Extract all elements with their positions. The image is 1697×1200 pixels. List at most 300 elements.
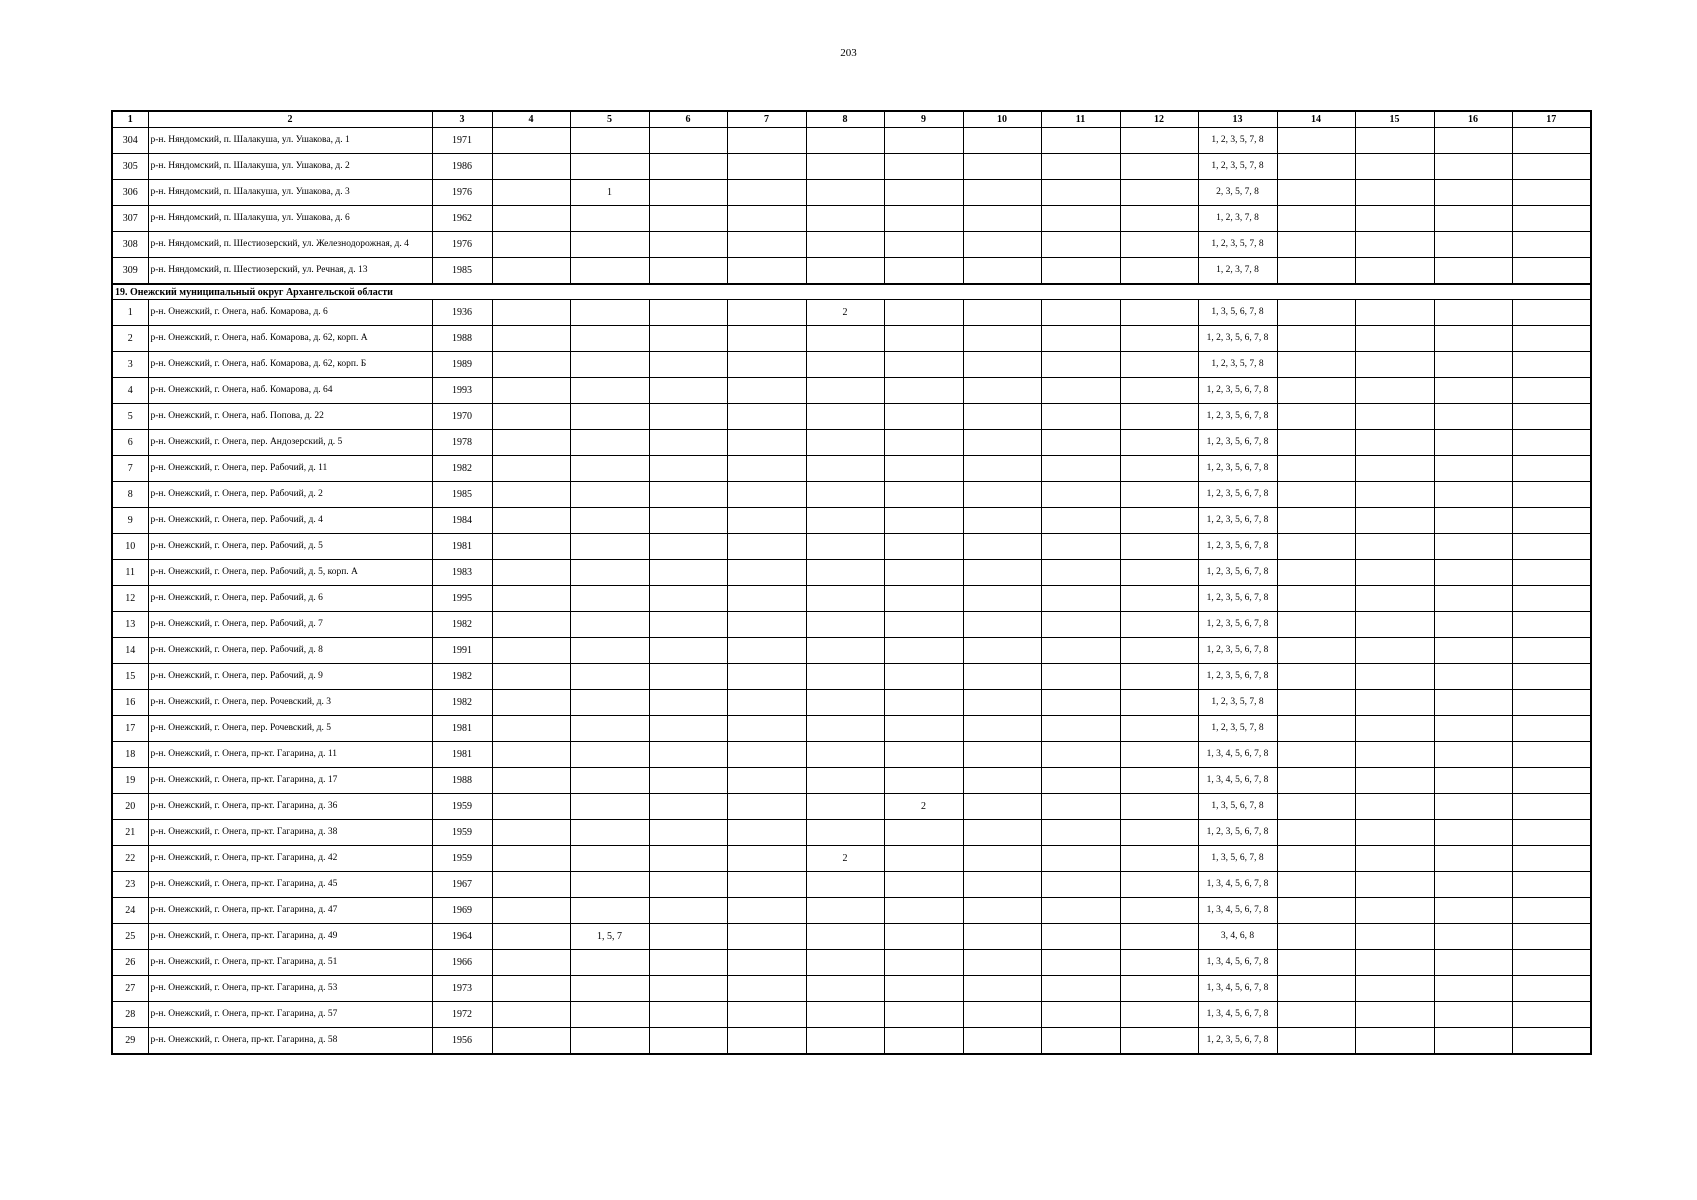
col-13-cell: 1, 2, 3, 5, 7, 8 <box>1198 690 1277 716</box>
year-cell: 1986 <box>432 154 492 180</box>
col-7-cell <box>727 326 806 352</box>
table-row <box>112 716 1591 742</box>
col-11-cell <box>1041 560 1120 586</box>
col-11-cell <box>1041 742 1120 768</box>
col-6-cell <box>649 404 727 430</box>
address-cell: р-н. Онежский, г. Онега, пр-кт. Гагарина, д. 38 <box>148 820 432 846</box>
col-15-cell <box>1355 508 1434 534</box>
col-17-cell <box>1512 232 1591 258</box>
col-6-cell <box>649 326 727 352</box>
col-9-cell <box>884 976 963 1002</box>
col-7-cell <box>727 742 806 768</box>
row-number: 4 <box>112 378 148 404</box>
year-cell: 1984 <box>432 508 492 534</box>
col-7-cell <box>727 1002 806 1028</box>
address-cell: р-н. Онежский, г. Онега, пр-кт. Гагарина, д. 42 <box>148 846 432 872</box>
row-number: 15 <box>112 664 148 690</box>
col-6-cell <box>649 154 727 180</box>
col-16-cell <box>1434 976 1512 1002</box>
col-17-cell <box>1512 378 1591 404</box>
column-header-6: 6 <box>649 111 727 128</box>
row-number: 308 <box>112 232 148 258</box>
year-cell: 1988 <box>432 768 492 794</box>
col-6-cell <box>649 690 727 716</box>
col-15-cell <box>1355 258 1434 285</box>
col-6-cell <box>649 1002 727 1028</box>
col-9-cell <box>884 180 963 206</box>
col-13-cell: 1, 2, 3, 5, 6, 7, 8 <box>1198 664 1277 690</box>
table-row <box>112 638 1591 664</box>
col-10-cell <box>963 820 1041 846</box>
col-16-cell <box>1434 560 1512 586</box>
col-15-cell <box>1355 976 1434 1002</box>
col-7-cell <box>727 768 806 794</box>
col-16-cell <box>1434 456 1512 482</box>
address-cell: р-н. Няндомский, п. Шалакуша, ул. Ушакова, д. 3 <box>148 180 432 206</box>
table-row <box>112 976 1591 1002</box>
col-10-cell <box>963 586 1041 612</box>
col-10-cell <box>963 560 1041 586</box>
col-16-cell <box>1434 352 1512 378</box>
col-10-cell <box>963 258 1041 285</box>
col-9-cell <box>884 586 963 612</box>
col-10-cell <box>963 154 1041 180</box>
col-11-cell <box>1041 664 1120 690</box>
row-number: 3 <box>112 352 148 378</box>
col-17-cell <box>1512 742 1591 768</box>
col-16-cell <box>1434 206 1512 232</box>
row-number: 304 <box>112 128 148 154</box>
col-5-cell <box>570 258 649 285</box>
col-15-cell <box>1355 612 1434 638</box>
col-7-cell <box>727 794 806 820</box>
col-12-cell <box>1120 976 1198 1002</box>
table-row <box>112 508 1591 534</box>
col-14-cell <box>1277 560 1355 586</box>
col-4-cell <box>492 612 570 638</box>
col-11-cell <box>1041 482 1120 508</box>
year-cell: 1959 <box>432 820 492 846</box>
col-11-cell <box>1041 820 1120 846</box>
col-15-cell <box>1355 1002 1434 1028</box>
table-row <box>112 352 1591 378</box>
table-row <box>112 206 1591 232</box>
col-5-cell <box>570 300 649 326</box>
year-cell: 1982 <box>432 456 492 482</box>
col-10-cell <box>963 976 1041 1002</box>
address-cell: р-н. Онежский, г. Онега, пер. Рабочий, д. 2 <box>148 482 432 508</box>
col-9-cell <box>884 508 963 534</box>
col-13-cell: 1, 2, 3, 7, 8 <box>1198 258 1277 285</box>
col-10-cell <box>963 950 1041 976</box>
table-row <box>112 326 1591 352</box>
col-12-cell <box>1120 924 1198 950</box>
col-9-cell <box>884 820 963 846</box>
col-5-cell <box>570 664 649 690</box>
col-13-cell: 1, 2, 3, 5, 6, 7, 8 <box>1198 534 1277 560</box>
year-cell: 1973 <box>432 976 492 1002</box>
col-7-cell <box>727 352 806 378</box>
col-10-cell <box>963 742 1041 768</box>
col-13-cell: 1, 3, 4, 5, 6, 7, 8 <box>1198 898 1277 924</box>
col-9-cell <box>884 768 963 794</box>
col-14-cell <box>1277 664 1355 690</box>
col-16-cell <box>1434 690 1512 716</box>
col-6-cell <box>649 872 727 898</box>
table-row <box>112 586 1591 612</box>
col-13-cell: 1, 2, 3, 5, 6, 7, 8 <box>1198 638 1277 664</box>
col-12-cell <box>1120 180 1198 206</box>
column-header-17: 17 <box>1512 111 1591 128</box>
table-row <box>112 232 1591 258</box>
col-9-cell <box>884 664 963 690</box>
col-10-cell <box>963 456 1041 482</box>
year-cell: 1970 <box>432 404 492 430</box>
year-cell: 1981 <box>432 716 492 742</box>
col-17-cell <box>1512 898 1591 924</box>
col-8-cell <box>806 872 884 898</box>
section-header-row <box>112 284 1591 300</box>
col-5-cell <box>570 206 649 232</box>
col-11-cell <box>1041 976 1120 1002</box>
col-16-cell <box>1434 794 1512 820</box>
col-7-cell <box>727 404 806 430</box>
col-13-cell: 1, 2, 3, 5, 7, 8 <box>1198 232 1277 258</box>
col-12-cell <box>1120 352 1198 378</box>
col-4-cell <box>492 232 570 258</box>
col-5-cell <box>570 976 649 1002</box>
year-cell: 1966 <box>432 950 492 976</box>
col-6-cell <box>649 612 727 638</box>
col-4-cell <box>492 820 570 846</box>
address-cell: р-н. Онежский, г. Онега, наб. Комарова, д. 6 <box>148 300 432 326</box>
col-17-cell <box>1512 300 1591 326</box>
col-17-cell <box>1512 794 1591 820</box>
col-12-cell <box>1120 664 1198 690</box>
col-12-cell <box>1120 846 1198 872</box>
col-8-cell <box>806 404 884 430</box>
col-9-cell: 2 <box>884 794 963 820</box>
col-10-cell <box>963 612 1041 638</box>
address-cell: р-н. Онежский, г. Онега, пер. Рабочий, д. 11 <box>148 456 432 482</box>
col-13-cell: 1, 2, 3, 5, 6, 7, 8 <box>1198 508 1277 534</box>
col-5-cell <box>570 716 649 742</box>
table-row <box>112 534 1591 560</box>
col-17-cell <box>1512 482 1591 508</box>
col-15-cell <box>1355 430 1434 456</box>
col-10-cell <box>963 534 1041 560</box>
col-4-cell <box>492 300 570 326</box>
col-6-cell <box>649 898 727 924</box>
col-9-cell <box>884 352 963 378</box>
col-5-cell <box>570 456 649 482</box>
table-row <box>112 258 1591 285</box>
col-4-cell <box>492 742 570 768</box>
col-15-cell <box>1355 768 1434 794</box>
col-14-cell <box>1277 872 1355 898</box>
col-16-cell <box>1434 534 1512 560</box>
col-17-cell <box>1512 950 1591 976</box>
row-number: 7 <box>112 456 148 482</box>
col-7-cell <box>727 232 806 258</box>
col-13-cell: 1, 2, 3, 5, 7, 8 <box>1198 716 1277 742</box>
col-4-cell <box>492 794 570 820</box>
col-12-cell <box>1120 716 1198 742</box>
row-number: 27 <box>112 976 148 1002</box>
row-number: 24 <box>112 898 148 924</box>
col-7-cell <box>727 586 806 612</box>
col-6-cell <box>649 794 727 820</box>
col-4-cell <box>492 258 570 285</box>
col-11-cell <box>1041 1002 1120 1028</box>
col-4-cell <box>492 534 570 560</box>
table-row <box>112 482 1591 508</box>
year-cell: 1982 <box>432 612 492 638</box>
col-6-cell <box>649 846 727 872</box>
address-cell: р-н. Онежский, г. Онега, пер. Андозерский, д. 5 <box>148 430 432 456</box>
year-cell: 1985 <box>432 258 492 285</box>
col-9-cell <box>884 128 963 154</box>
col-17-cell <box>1512 638 1591 664</box>
col-15-cell <box>1355 742 1434 768</box>
col-13-cell: 1, 2, 3, 5, 7, 8 <box>1198 352 1277 378</box>
col-12-cell <box>1120 154 1198 180</box>
table-row <box>112 820 1591 846</box>
col-14-cell <box>1277 326 1355 352</box>
col-6-cell <box>649 456 727 482</box>
col-9-cell <box>884 612 963 638</box>
address-cell: р-н. Онежский, г. Онега, пр-кт. Гагарина, д. 51 <box>148 950 432 976</box>
row-number: 16 <box>112 690 148 716</box>
row-number: 306 <box>112 180 148 206</box>
col-6-cell <box>649 232 727 258</box>
col-6-cell <box>649 820 727 846</box>
col-10-cell <box>963 128 1041 154</box>
year-cell: 1964 <box>432 924 492 950</box>
table-row <box>112 1028 1591 1055</box>
address-cell: р-н. Онежский, г. Онега, пер. Рабочий, д. 5 <box>148 534 432 560</box>
col-8-cell <box>806 560 884 586</box>
register-table <box>111 110 1592 1055</box>
col-15-cell <box>1355 924 1434 950</box>
col-16-cell <box>1434 378 1512 404</box>
table-row <box>112 456 1591 482</box>
col-8-cell: 2 <box>806 846 884 872</box>
col-14-cell <box>1277 404 1355 430</box>
col-16-cell <box>1434 638 1512 664</box>
col-9-cell <box>884 1028 963 1055</box>
address-cell: р-н. Онежский, г. Онега, пер. Рабочий, д. 5, корп. А <box>148 560 432 586</box>
col-11-cell <box>1041 898 1120 924</box>
col-5-cell <box>570 508 649 534</box>
col-5-cell <box>570 872 649 898</box>
row-number: 11 <box>112 560 148 586</box>
col-12-cell <box>1120 872 1198 898</box>
col-11-cell <box>1041 326 1120 352</box>
address-cell: р-н. Онежский, г. Онега, наб. Попова, д. 22 <box>148 404 432 430</box>
col-5-cell <box>570 846 649 872</box>
year-cell: 1976 <box>432 180 492 206</box>
col-12-cell <box>1120 404 1198 430</box>
col-8-cell <box>806 716 884 742</box>
col-11-cell <box>1041 154 1120 180</box>
col-11-cell <box>1041 456 1120 482</box>
col-7-cell <box>727 206 806 232</box>
col-7-cell <box>727 1028 806 1055</box>
col-15-cell <box>1355 482 1434 508</box>
col-13-cell: 1, 3, 4, 5, 6, 7, 8 <box>1198 950 1277 976</box>
address-cell: р-н. Онежский, г. Онега, пер. Рочевский, д. 5 <box>148 716 432 742</box>
col-7-cell <box>727 560 806 586</box>
col-12-cell <box>1120 898 1198 924</box>
address-cell: р-н. Онежский, г. Онега, наб. Комарова, д. 62, корп. А <box>148 326 432 352</box>
col-6-cell <box>649 430 727 456</box>
col-6-cell <box>649 1028 727 1055</box>
col-6-cell <box>649 768 727 794</box>
col-17-cell <box>1512 206 1591 232</box>
row-number: 307 <box>112 206 148 232</box>
col-4-cell <box>492 898 570 924</box>
col-11-cell <box>1041 258 1120 285</box>
col-7-cell <box>727 456 806 482</box>
column-header-15: 15 <box>1355 111 1434 128</box>
col-11-cell <box>1041 128 1120 154</box>
col-17-cell <box>1512 258 1591 285</box>
col-16-cell <box>1434 404 1512 430</box>
col-17-cell <box>1512 326 1591 352</box>
col-16-cell <box>1434 846 1512 872</box>
col-14-cell <box>1277 768 1355 794</box>
col-6-cell <box>649 950 727 976</box>
col-9-cell <box>884 300 963 326</box>
col-11-cell <box>1041 586 1120 612</box>
col-7-cell <box>727 664 806 690</box>
col-11-cell <box>1041 638 1120 664</box>
col-8-cell <box>806 232 884 258</box>
col-10-cell <box>963 664 1041 690</box>
col-5-cell <box>570 1002 649 1028</box>
column-header-7: 7 <box>727 111 806 128</box>
column-header-13: 13 <box>1198 111 1277 128</box>
col-17-cell <box>1512 128 1591 154</box>
row-number: 22 <box>112 846 148 872</box>
col-10-cell <box>963 300 1041 326</box>
col-14-cell <box>1277 456 1355 482</box>
col-10-cell <box>963 180 1041 206</box>
col-10-cell <box>963 846 1041 872</box>
col-5-cell <box>570 534 649 560</box>
year-cell: 1978 <box>432 430 492 456</box>
col-11-cell <box>1041 950 1120 976</box>
col-5-cell: 1, 5, 7 <box>570 924 649 950</box>
column-header-11: 11 <box>1041 111 1120 128</box>
col-7-cell <box>727 690 806 716</box>
table-row <box>112 128 1591 154</box>
col-17-cell <box>1512 664 1591 690</box>
table-row <box>112 1002 1591 1028</box>
col-16-cell <box>1434 872 1512 898</box>
col-4-cell <box>492 976 570 1002</box>
address-cell: р-н. Онежский, г. Онега, пер. Рабочий, д. 7 <box>148 612 432 638</box>
col-6-cell <box>649 976 727 1002</box>
year-cell: 1983 <box>432 560 492 586</box>
row-number: 29 <box>112 1028 148 1055</box>
col-17-cell <box>1512 560 1591 586</box>
col-17-cell <box>1512 430 1591 456</box>
col-10-cell <box>963 404 1041 430</box>
year-cell: 1959 <box>432 794 492 820</box>
col-11-cell <box>1041 872 1120 898</box>
col-7-cell <box>727 820 806 846</box>
col-4-cell <box>492 950 570 976</box>
col-14-cell <box>1277 612 1355 638</box>
row-number: 2 <box>112 326 148 352</box>
address-cell: р-н. Няндомский, п. Шалакуша, ул. Ушакова, д. 1 <box>148 128 432 154</box>
col-8-cell <box>806 258 884 285</box>
col-5-cell <box>570 898 649 924</box>
col-13-cell: 1, 2, 3, 5, 7, 8 <box>1198 128 1277 154</box>
col-5-cell <box>570 352 649 378</box>
address-cell: р-н. Онежский, г. Онега, наб. Комарова, д. 62, корп. Б <box>148 352 432 378</box>
table-row <box>112 846 1591 872</box>
col-13-cell: 2, 3, 5, 7, 8 <box>1198 180 1277 206</box>
col-12-cell <box>1120 326 1198 352</box>
col-9-cell <box>884 638 963 664</box>
row-number: 17 <box>112 716 148 742</box>
address-cell: р-н. Онежский, г. Онега, пр-кт. Гагарина, д. 57 <box>148 1002 432 1028</box>
address-cell: р-н. Онежский, г. Онега, пер. Рабочий, д. 8 <box>148 638 432 664</box>
col-10-cell <box>963 638 1041 664</box>
col-15-cell <box>1355 128 1434 154</box>
table-row <box>112 430 1591 456</box>
col-14-cell <box>1277 976 1355 1002</box>
col-15-cell <box>1355 690 1434 716</box>
col-8-cell <box>806 924 884 950</box>
col-12-cell <box>1120 560 1198 586</box>
col-4-cell <box>492 326 570 352</box>
row-number: 1 <box>112 300 148 326</box>
col-10-cell <box>963 430 1041 456</box>
col-6-cell <box>649 180 727 206</box>
col-16-cell <box>1434 898 1512 924</box>
col-13-cell: 1, 2, 3, 5, 6, 7, 8 <box>1198 378 1277 404</box>
col-4-cell <box>492 430 570 456</box>
col-11-cell <box>1041 508 1120 534</box>
col-14-cell <box>1277 508 1355 534</box>
col-8-cell <box>806 976 884 1002</box>
col-10-cell <box>963 378 1041 404</box>
col-8-cell <box>806 534 884 560</box>
col-16-cell <box>1434 664 1512 690</box>
col-8-cell <box>806 612 884 638</box>
col-8-cell <box>806 1028 884 1055</box>
col-13-cell: 1, 2, 3, 5, 6, 7, 8 <box>1198 404 1277 430</box>
address-cell: р-н. Онежский, г. Онега, пр-кт. Гагарина, д. 49 <box>148 924 432 950</box>
col-4-cell <box>492 352 570 378</box>
column-header-5: 5 <box>570 111 649 128</box>
col-9-cell <box>884 258 963 285</box>
col-11-cell <box>1041 206 1120 232</box>
column-header-4: 4 <box>492 111 570 128</box>
col-17-cell <box>1512 456 1591 482</box>
col-14-cell <box>1277 690 1355 716</box>
row-number: 13 <box>112 612 148 638</box>
year-cell: 1972 <box>432 1002 492 1028</box>
col-14-cell <box>1277 820 1355 846</box>
col-13-cell: 3, 4, 6, 8 <box>1198 924 1277 950</box>
col-10-cell <box>963 206 1041 232</box>
col-8-cell <box>806 430 884 456</box>
